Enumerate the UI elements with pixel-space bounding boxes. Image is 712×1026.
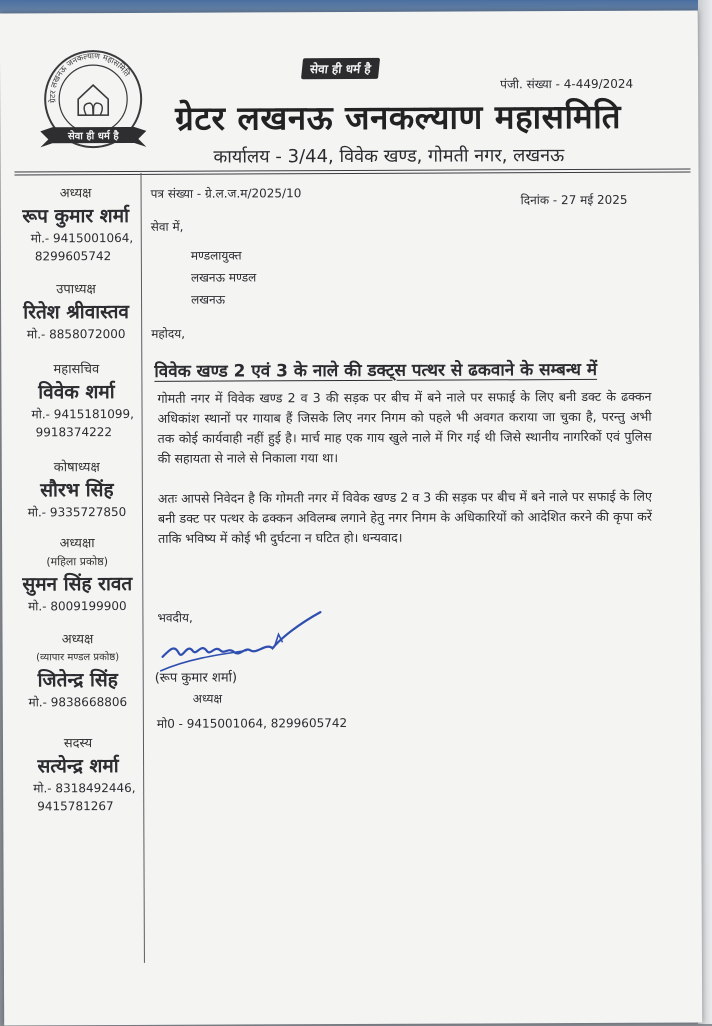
member-phone: 9918374222 <box>35 425 113 440</box>
sidebar-member <box>13 281 139 344</box>
member-role: सदस्य <box>63 736 93 752</box>
member-phone: मो.- 9335727850 <box>27 504 127 520</box>
member-phone: मो.- 8318492446, <box>33 780 136 796</box>
member-role: कोषाध्यक्ष <box>53 460 100 476</box>
signatory-role: अध्यक्ष <box>192 691 223 706</box>
body-paragraph: गोमती नगर में विवेक खण्ड 2 व 3 की सड़क पर बीच में बने नाले पर सफाई के लिए बनी डक्ट के ढक्कन अधिकांश स्थानों पर गायाब हैं जिसके लिए नगर निगम को पहले भी अवगत कराया जा चुका है, परन्तु अभी तक कोई कार्यवाही नहीं हुई है। मार्च माह एक गाय खुले नाले में गिर गई थी जिसे स्थानीय नागरिकों एवं पुलिस की सहायता से नाले से निकाला गया था। <box>157 388 652 466</box>
logo-ring-text: ग्रेटर लखनऊ जनकल्याण महासमिति <box>48 51 132 104</box>
member-role: अध्यक्षा <box>59 536 95 552</box>
recipient-line: मण्डलायुक्त <box>190 248 242 263</box>
member-name: सुमन सिंह रावत <box>22 572 133 596</box>
sidebar-member <box>13 185 139 266</box>
member-name: सत्येन्द्र शर्मा <box>37 755 119 778</box>
motto-badge: सेवा ही धर्म है <box>301 58 380 79</box>
organization-address: कार्यालय - 3/44, विवेक खण्ड, गोमती नगर, लखनऊ <box>213 145 565 168</box>
signatory-name: (रूप कुमार शर्मा) <box>154 670 238 686</box>
recipient-line: लखनऊ <box>191 292 226 307</box>
member-phone: 9415781267 <box>37 799 114 814</box>
member-name: रूप कुमार शर्मा <box>22 204 130 228</box>
sidebar-member <box>13 361 139 442</box>
member-name: विवेक शर्मा <box>38 381 115 404</box>
member-role: अध्यक्ष <box>61 632 94 648</box>
greeting: महोदय, <box>151 326 186 341</box>
reference-number: पत्र संख्या - ग्रे.ल.ज.म/2025/10 <box>150 186 302 201</box>
member-phone: मो.- 9838668806 <box>28 694 128 710</box>
member-role: महासचिव <box>53 362 100 378</box>
member-role: अध्यक्ष <box>59 186 92 202</box>
header-rule-bottom <box>14 172 690 176</box>
recipient-line: लखनऊ मण्डल <box>190 270 257 285</box>
sidebar-member <box>14 535 140 616</box>
sidebar-member <box>14 459 140 522</box>
signatory-phone: मो0 - 9415001064, 8299605742 <box>156 716 348 731</box>
member-phone: मो.- 9415001064, <box>30 230 134 246</box>
hands-house-emblem-icon <box>34 43 153 162</box>
member-name: रितेश श्रीवास्तव <box>23 300 129 324</box>
member-subrole: (व्यापार मण्डल प्रकोष्ठ) <box>36 652 120 664</box>
letter-sheet <box>0 10 702 1025</box>
member-phone: मो.- 9415181099, <box>31 406 134 422</box>
registration-number: पंजी. संख्या - 4-449/2024 <box>500 76 634 92</box>
sidebar-member <box>14 631 140 712</box>
member-phone: मो.- 8858072000 <box>26 326 126 342</box>
member-phone: मो.- 8009199900 <box>28 598 127 614</box>
member-phone: 8299605742 <box>34 249 112 264</box>
member-role: उपाध्यक्ष <box>56 282 96 298</box>
letter-date: दिनांक - 27 मई 2025 <box>520 192 628 208</box>
body-paragraph: अतः आपसे निवेदन है कि गोमती नगर में विवेक खण्ड 2 व 3 की सड़क पर बीच में बने नाले पर सफाई के लिए बनी डक्ट पर पत्थर के ढक्कन अविलम्ब लगाने हेतु नगर निगम के अधिकारियों को आदेशित करने की कृपा करें ताकि भविष्य में कोई भी दुर्घटना न घटित हो। धन्यवाद। <box>157 488 653 546</box>
sidebar-member <box>15 735 141 816</box>
member-subrole: (महिला प्रकोष्ठ) <box>46 555 109 569</box>
member-name: सौरभ सिंह <box>40 479 114 502</box>
member-name: जितेन्द्र सिंह <box>37 669 118 692</box>
organization-name: ग्रेटर लखनऊ जनकल्याण महासमिति <box>175 96 622 138</box>
letter-subject: विवेक खण्ड 2 एवं 3 के नाले की डक्ट्स पत्थर से ढकवाने के सम्बन्ध में <box>154 359 598 382</box>
sidebar-divider <box>140 173 144 963</box>
logo-ribbon-text: सेवा ही धर्म है <box>67 131 119 143</box>
salutation: सेवा में, <box>150 219 184 234</box>
closing: भवदीय, <box>157 610 193 625</box>
